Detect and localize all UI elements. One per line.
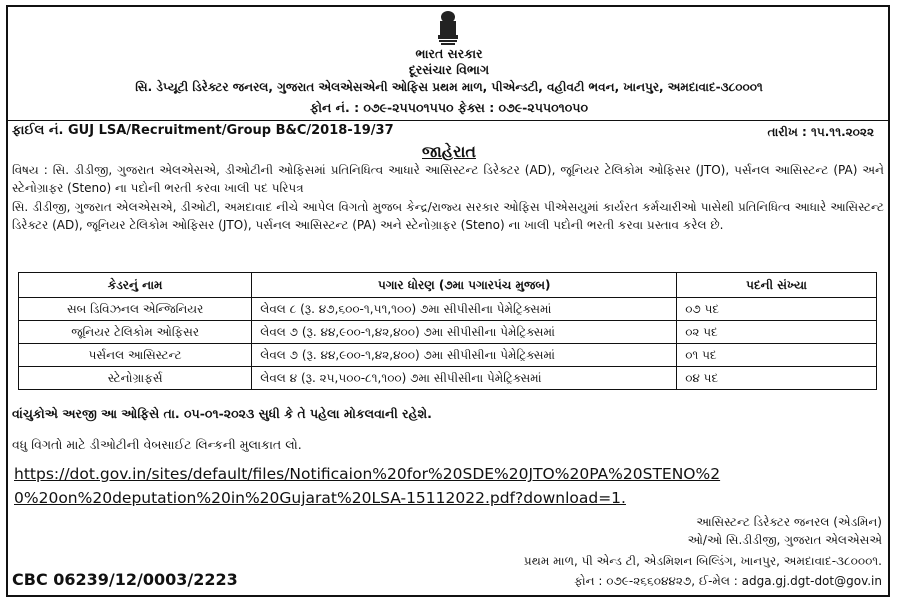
column-header-pay-scale: પગાર ધોરણ (૭મા પગારપંચ મુજબ) [252, 273, 677, 298]
body-paragraph: સિ. ડીડીજી, ગુજરાત એલએસએ, ડીઓટી, અમદાવાદ નીચે આપેલ વિગતો મુજબ કેન્દ્ર/રાજ્ય સરકાર ઓફિસ પીએસયુમાં કાર્યરત કર્મચારીઓ પાસેથી પ્રતિનિધિત્વ આધારે આસિસ્ટન્ટ ડિરેક્ટર (AD), જૂનિયર ટેલિકોમ ઓફિસર (JTO), પર્સનલ આસિસ્ટન્ટ (PA) અને સ્ટેનોગ્રાફર (Steno) ના ખાલી પદોની ભરતી કરવા પ્રસ્તાવ કરેલ છે. [12, 200, 884, 232]
signatory-designation: આસિસ્ટન્ટ ડિરેક્ટર જનરલ (એડમિન) [696, 515, 882, 529]
pay-scale-cell: લેવલ ૭ (રૂ. ૪૪,૯૦૦-૧,૪૨,૪૦૦) ૭મા સીપીસીના પેમેટ્રિક્સમાં [252, 321, 677, 344]
cadre-cell: પર્સનલ આસિસ્ટન્ટ [19, 344, 252, 367]
header-line-office-address: સિ. ડેપ્યૂટી ડિરેક્ટર જનરલ, ગુજરાત એલએસએની ઓફિસ પ્રથમ માળ, પીએન્ડટી, વહીવટી ભવન, ખાનપુર, અમદાવાદ-૩૮૦૦૦૧ [135, 80, 763, 94]
column-header-posts: પદની સંખ્યા [677, 273, 877, 298]
cadre-cell: સબ ડિવિઝનલ એન્જિનિયર [19, 298, 252, 321]
table-row [19, 298, 877, 321]
notification-link-line-1[interactable]: https://dot.gov.in/sites/default/files/Notificaion%20for%20SDE%20JTO%20PA%20STENO%2 [14, 465, 721, 483]
pay-scale-cell: લેવલ ૪ (રૂ. ૨૫,૫૦૦-૮૧,૧૦૦) ૭મા સીપીસીના પેમેટ્રિક્સમાં [252, 367, 677, 390]
notice-date: તારીખ : ૧૫.૧૧.૨૦૨૨ [767, 125, 874, 139]
column-header-cadre: કેડરનું નામ [19, 273, 252, 298]
table-header-row [19, 273, 877, 298]
signatory-address: પ્રથમ માળ, પી એન્ડ ટી, એડમિશન બિલ્ડિંગ, ખાનપુર, અમદાવાદ-૩૮૦૦૦૧. [523, 554, 882, 568]
application-deadline: વાંચુકોએ અરજી આ ઓફિસે તા. ૦૫-૦૧-૨૦૨૩ સુધી કે તે પહેલા મોકલવાની રહેશે. [12, 406, 432, 421]
vacancy-table [18, 272, 877, 390]
file-number: ફાઈલ નં. GUJ LSA/Recruitment/Group B&C/2018-19/37 [12, 123, 394, 138]
table-row [19, 367, 877, 390]
header-line-phone-fax: ફોન નં. : ૦૭૯-૨૫૫૦૧૫૫૦ ફેક્સ : ૦૭૯-૨૫૫૦૧૦૫૦ [309, 100, 589, 115]
signatory-office: ઓ/ઓ સિ.ડીડીજી, ગુજરાત એલએસએ [687, 533, 882, 547]
national-emblem-icon [433, 9, 463, 49]
table-row [19, 344, 877, 367]
cbc-code: CBC 06239/12/0003/2223 [12, 570, 238, 589]
table-row [19, 321, 877, 344]
posts-cell: ૦૨ પદ [677, 321, 877, 344]
notification-link-line-2[interactable]: 0%20on%20deputation%20in%20Gujarat%20LSA-15112022.pdf?download=1. [14, 489, 626, 507]
pay-scale-cell: લેવલ ૮ (રૂ. ૪૭,૬૦૦-૧,૫૧,૧૦૦) ૭મા સીપીસીના પેમેટ્રિક્સમાં [252, 298, 677, 321]
header-line-government: ભારત સરકાર [415, 46, 483, 61]
posts-cell: ૦૪ પદ [677, 367, 877, 390]
pay-scale-cell: લેવલ ૭ (રૂ. ૪૪,૯૦૦-૧,૪૨,૪૦૦) ૭મા સીપીસીના પેમેટ્રિક્સમાં [252, 344, 677, 367]
cadre-cell: સ્ટેનોગ્રાફર્સ [19, 367, 252, 390]
notice-title: જાહેરાત [422, 142, 476, 161]
posts-cell: ૦૭ પદ [677, 298, 877, 321]
cadre-cell: જૂનિયર ટેલિકોમ ઓફિસર [19, 321, 252, 344]
signatory-contact: ફોન : ૦૭૯-૨૬૬૦૪૪૨૭, ઈ-મેલ : adga.gj.dgt-dot@gov.in [574, 574, 882, 588]
header-divider [8, 120, 888, 121]
subject-paragraph: વિષય : સિ. ડીડીજી, ગુજરાત એલએસએ, ડીઓટીની ઓફિસમાં પ્રતિનિધિત્વ આધારે આસિસ્ટન્ટ ડિરેક્ટર (AD), જૂનિયર ટેલિકોમ ઓફિસર (JTO), પર્સનલ આસિસ્ટન્ટ (PA) અને સ્ટેનોગ્રાફર (Steno) ના પદોની ભરતી કરવા ખાલી પદ પરિપત્ર [12, 163, 884, 195]
header-line-department: દૂરસંચાર વિભાગ [408, 62, 490, 77]
more-info-text: વધુ વિગતો માટે ડીઓટીની વેબસાઈટ લિન્કની મુલાકાત લો. [12, 437, 302, 452]
posts-cell: ૦૧ પદ [677, 344, 877, 367]
